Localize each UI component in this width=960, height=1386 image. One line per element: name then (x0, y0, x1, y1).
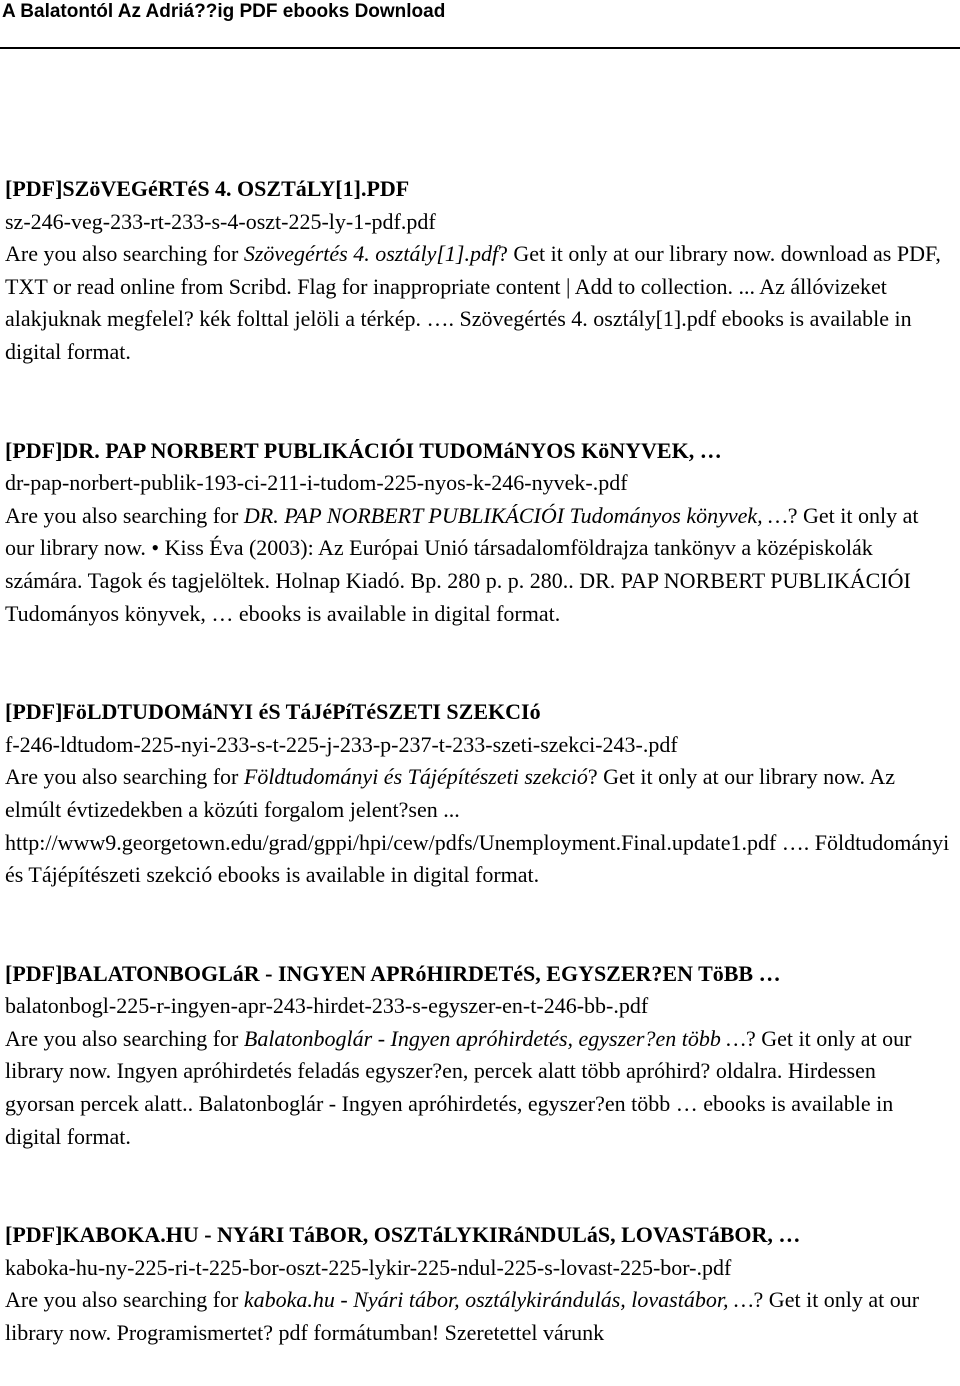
ebook-entry (5, 173, 950, 369)
entry-filename: f-246-ldtudom-225-nyi-233-s-t-225-j-233-p-237-t-233-szeti-szekci-243-.pdf (5, 731, 678, 757)
entry-filename: dr-pap-norbert-publik-193-ci-211-i-tudom-225-nyos-k-246-nyvek-.pdf (5, 470, 628, 496)
entry-title-link[interactable]: [PDF]BALATONBOGLáR - INGYEN APRóHIRDETéS, EGYSZER?EN TöBB … (5, 960, 781, 986)
entry-body-text: ? Get it only at our library now. download as PDF, TXT or read online from Scribd. Flag for inappropriate content | Add to collection. ... Az állóvizeket alakjuknak megfelel? kék folttal jelöli a térkép. …. Szövegértés 4. osztály[1].pdf ebooks is available in digital format. (5, 241, 941, 364)
search-prefix: Are you also searching for (5, 1287, 244, 1313)
entry-description (5, 500, 950, 630)
search-term: Szövegértés 4. osztály[1].pdf (243, 241, 499, 267)
search-prefix: Are you also searching for (5, 241, 244, 267)
ebook-entry (5, 435, 950, 631)
ebook-entry (5, 1219, 950, 1349)
entry-title-link[interactable]: [PDF]FöLDTUDOMáNYI éS TáJéPíTéSZETI SZEKCIó (5, 699, 541, 725)
entry-title-link[interactable]: [PDF]SZöVEGéRTéS 4. OSZTáLY[1].PDF (5, 176, 410, 201)
entry-description (5, 1023, 950, 1153)
entry-title-link[interactable]: [PDF]KABOKA.HU - NYáRI TáBOR, OSZTáLYKIRáNDULáS, LOVASTáBOR, … (5, 1222, 801, 1248)
entry-body-text: ? Get it only at our library now. Ingyen apróhirdetés feladás egyszer?en, percek alatt több apróhird? oldalra. Hirdessen gyorsan percek alatt.. Balatonboglár - Ingyen apróhirdetés, egyszer?en több … ebooks is available in digital format. (5, 1025, 912, 1149)
header-divider (0, 47, 960, 49)
ebook-entry (5, 958, 950, 1154)
ebook-entry (5, 696, 950, 892)
search-term: Földtudományi és Tájépítészeti szekció (243, 764, 588, 790)
search-term: Balatonboglár - Ingyen apróhirdetés, egyszer?en több … (243, 1025, 746, 1051)
entry-title-link[interactable]: [PDF]DR. PAP NORBERT PUBLIKÁCIÓI TUDOMáNYOS KöNYVEK, … (5, 437, 722, 463)
entry-description (5, 238, 950, 368)
entry-body-text: ? Get it only at our library now. • Kiss Éva (2003): Az Európai Unió társadalomföldrajza tankönyv a középiskolák számára. Tagok és tagjelöltek. Holnap Kiadó. Bp. 280 p. p. 280.. DR. PAP NORBERT PUBLIKÁCIÓI Tudományos könyvek, … ebooks is available in digital format. (5, 502, 919, 626)
entry-body-text: ? Get it only at our library now. Programismertet? pdf formátumban! Szeretettel várunk (5, 1287, 920, 1346)
search-term: kaboka.hu - Nyári tábor, osztálykirándulás, lovastábor, … (243, 1287, 754, 1313)
page-header: A Balatontól Az Adriá??ig PDF ebooks Download (2, 1, 446, 22)
entry-description (5, 1284, 950, 1349)
entry-filename: balatonbogl-225-r-ingyen-apr-243-hirdet-233-s-egyszer-en-t-246-bb-.pdf (5, 993, 649, 1019)
entry-body-text: ? Get it only at our library now. Az elmúlt évtizedekben a közúti forgalom jelent?sen ... http://www9.georgetown.edu/grad/gppi/hpi/cew/pdfs/Unemployment.Final.update1.pdf …. Földtudományi és Tájépítészeti szekció ebooks is available in digital format. (5, 764, 950, 888)
search-prefix: Are you also searching for (5, 502, 244, 528)
ebook-results-list (5, 173, 950, 1350)
search-prefix: Are you also searching for (5, 764, 244, 790)
entry-filename: sz-246-veg-233-rt-233-s-4-oszt-225-ly-1-pdf.pdf (5, 208, 436, 234)
entry-description (5, 761, 950, 891)
search-prefix: Are you also searching for (5, 1025, 244, 1051)
entry-filename: kaboka-hu-ny-225-ri-t-225-bor-oszt-225-lykir-225-ndul-225-s-lovast-225-bor-.pdf (5, 1254, 732, 1280)
search-term: DR. PAP NORBERT PUBLIKÁCIÓI Tudományos könyvek, … (243, 502, 788, 528)
